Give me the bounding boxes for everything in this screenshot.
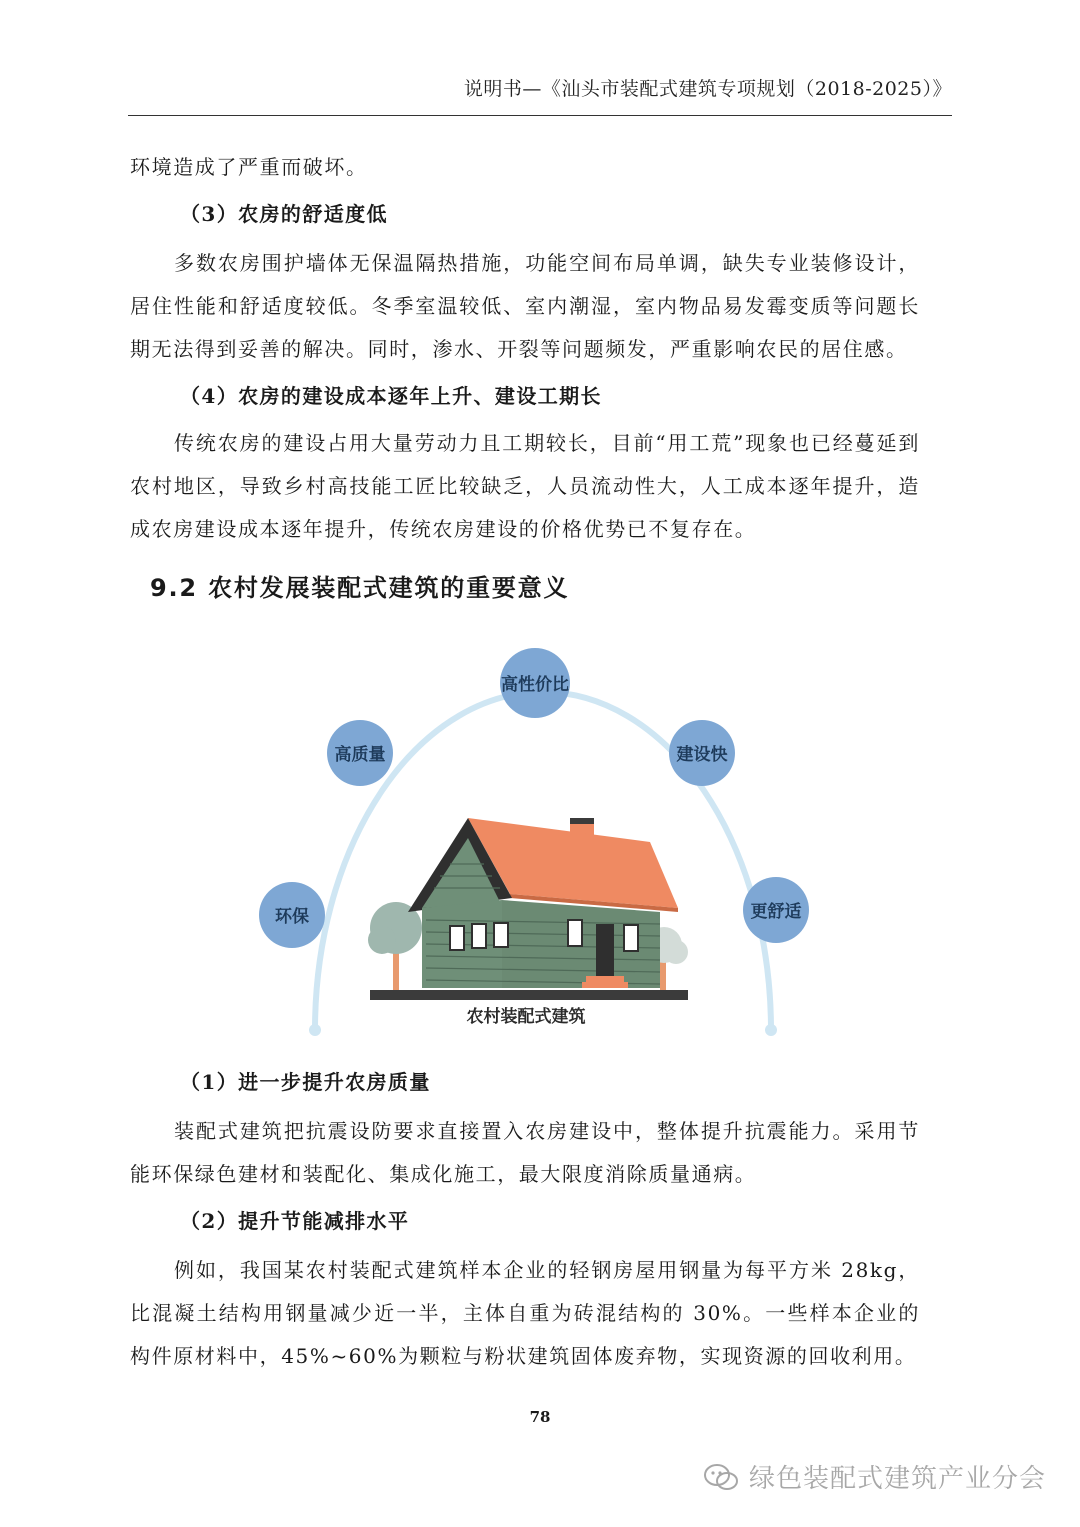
- door: [596, 924, 614, 976]
- running-header: 说明书—《汕头市装配式建筑专项规划（2018-2025）》: [463, 78, 952, 100]
- steps: [586, 976, 624, 982]
- subheading-3: （3）农房的舒适度低: [180, 202, 388, 226]
- benefit-environment: [259, 882, 325, 948]
- front-windows: [450, 923, 508, 950]
- wechat-icon: [703, 1462, 739, 1492]
- benefit-label-fast-build: 建设快: [676, 745, 728, 765]
- benefit-cost-effective: [500, 648, 570, 718]
- subheading-2: （2）提升节能减排水平: [180, 1209, 410, 1233]
- benefit-fast-build: [669, 720, 735, 786]
- benefit-high-quality: [327, 720, 393, 786]
- benefit-label-cost-effective: 高性价比: [501, 675, 569, 695]
- benefit-label-high-quality: 高质量: [334, 745, 386, 765]
- watermark: [703, 1458, 1046, 1495]
- paragraph-1: 装配式建筑把抗震设防要求直接置入农房建设中，整体提升抗震能力。采用节能环保绿色建材和装配化、集成化施工，最大限度消除质量通病。: [130, 1119, 920, 1186]
- paragraph-3: 多数农房围护墙体无保温隔热措施，功能空间布局单调，缺失专业装修设计，居住性能和舒适度较低。冬季室温较低、室内潮湿，室内物品易发霉变质等问题长期无法得到妥善的解决。同时，渗水、开裂等问题频发，严重影响农民的居住感。: [130, 251, 920, 361]
- subheading-4: （4）农房的建设成本逐年上升、建设工期长: [180, 384, 602, 408]
- figure-svg: [250, 640, 830, 1050]
- ground-line: [370, 990, 688, 1000]
- page-number: 78: [529, 1408, 551, 1426]
- house-label: 农村装配式建筑: [466, 1007, 586, 1027]
- benefit-label-environment: 环保: [275, 907, 309, 927]
- header-divider: [128, 115, 952, 116]
- benefit-comfort: [743, 877, 809, 943]
- section-title: 9.2 农村发展装配式建筑的重要意义: [150, 574, 570, 602]
- continuation-paragraph: 环境造成了严重而破坏。: [130, 155, 368, 179]
- benefit-label-comfort: 更舒适: [750, 902, 802, 922]
- subheading-1: （1）进一步提升农房质量: [180, 1070, 431, 1094]
- arc-end-right: [765, 1024, 777, 1036]
- left-tree: [368, 902, 422, 990]
- paragraph-4: 传统农房的建设占用大量劳动力且工期较长，目前“用工荒”现象也已经蔓延到农村地区，导致乡村高技能工匠比较缺乏，人员流动性大，人工成本逐年提升，造成农房建设成本逐年提升，传统农房建设的价格优势已不复存在。: [130, 431, 920, 541]
- house-illustration: [368, 818, 688, 1027]
- paragraph-2: 例如，我国某农村装配式建筑样本企业的轻钢房屋用钢量为每平方米 28kg，比混凝土结构用钢量减少近一半，主体自重为砖混结构的 30%。一些样本企业的构件原材料中，45%~60%为颗粒与粉状建筑固体废弃物，实现资源的回收利用。: [130, 1258, 920, 1368]
- rural-prefab-figure: [250, 640, 830, 1050]
- watermark-text: 绿色装配式建筑产业分会: [748, 1464, 1046, 1494]
- arc-end-left: [309, 1024, 321, 1036]
